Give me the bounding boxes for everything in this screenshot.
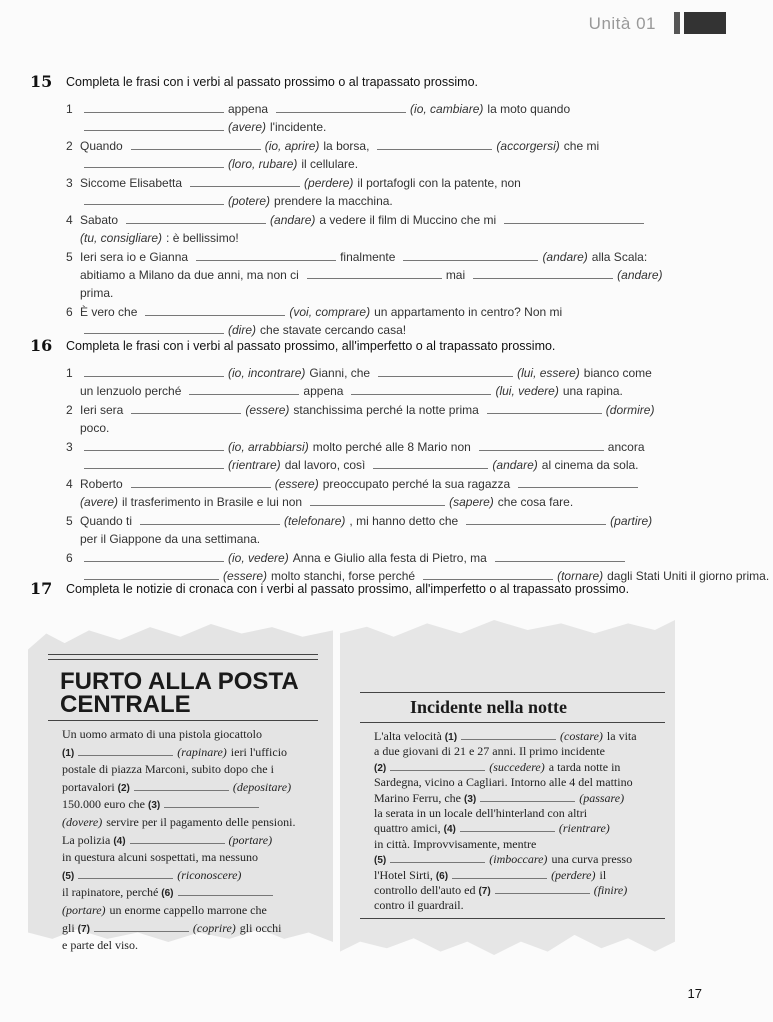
verb-hint: (lui, essere) [517,366,580,380]
answer-blank[interactable] [134,780,229,791]
line-text: finalmente [340,250,396,264]
verb-hint: (lui, vedere) [495,384,559,398]
exercise-line [80,176,525,190]
line-text: la borsa, [323,139,370,153]
answer-blank[interactable] [473,268,613,279]
verb-hint: (andare) [542,250,588,264]
line-text: al cinema da sola. [541,458,639,472]
line-text: un appartamento in centro? Non mi [374,305,563,319]
article-text: Un uomo armato di una pistola giocattolo [62,727,262,741]
blank-number: (6) [161,888,174,900]
item-number: 2 [66,403,73,417]
article-line [62,938,142,953]
exercise-line [80,551,629,565]
verb-hint: (io, incontrare) [228,366,306,380]
item-number: 2 [66,139,73,153]
exercise-line [80,139,603,153]
article-text: (succedere) [489,759,545,774]
answer-blank[interactable] [378,366,513,377]
answer-blank[interactable] [84,458,224,469]
answer-blank[interactable] [518,477,638,488]
verb-hint: (perdere) [304,176,354,190]
exercise-line [80,569,773,583]
exercise-line [80,268,667,282]
article-text: (imboccare) [489,852,548,867]
article-line [62,868,245,884]
verb-hint: (andare) [492,458,538,472]
line-text: Gianni, che [309,366,371,380]
answer-blank[interactable] [495,551,625,562]
answer-blank[interactable] [84,102,224,113]
exercise-number: 17 [30,579,53,598]
exercise-line [80,458,643,472]
answer-blank[interactable] [461,729,556,740]
exercise-line [80,532,264,546]
verb-hint: (essere) [245,403,290,417]
line-text: prendere la macchina. [274,194,393,208]
line-text: un lenzuolo perché [80,384,182,398]
exercise-line [80,194,397,208]
article-text: (riconoscere) [177,867,242,882]
answer-blank[interactable] [377,139,492,150]
exercise-line [80,440,649,454]
article-text: in città. Improvvisamente, mentre [374,836,537,851]
article-line [374,898,468,913]
verb-hint: (voi, comprare) [289,305,371,319]
article-text: (passare) [579,790,625,805]
article-text: Sardegna, vicino a Cagliari. Intorno alle 4 del mattino [374,775,633,790]
exercise-line [80,477,642,491]
verb-hint: (telefonare) [284,514,346,528]
line-text: una rapina. [562,384,623,398]
article-line [62,833,276,849]
verb-hint: (partire) [610,514,653,528]
article-text: (costare) [560,729,603,743]
answer-blank[interactable] [84,157,224,168]
answer-blank[interactable] [131,403,241,414]
answer-blank[interactable] [189,384,299,395]
article-line [374,775,637,790]
verb-hint: (io, arrabbiarsi) [228,440,309,454]
article-text: (finire) [593,883,628,897]
line-text: appena [228,102,269,116]
verb-hint: (tornare) [557,569,604,583]
line-text: mai [445,268,466,282]
blank-number: (2) [117,782,130,794]
line-text: molto stanchi, forse perché [271,569,416,583]
exercise-number: 15 [30,72,53,91]
line-text: Roberto [80,477,123,491]
line-text: l'incidente. [270,120,327,134]
answer-blank[interactable] [423,569,553,580]
exercise-line [80,305,566,319]
article-text: in questura alcuni sospettati, ma nessuno [62,850,258,865]
unit-label: Unità 01 [588,14,656,33]
exercise-title: Completa le frasi con i verbi al passato prossimo, all'imperfetto o al trapassato prossimo. [66,339,556,353]
answer-blank[interactable] [84,194,224,205]
article-text: (perdere) [551,867,596,882]
article-line [374,760,624,776]
verb-hint: (essere) [274,477,319,491]
exercise-number: 16 [30,336,53,355]
exercise-line [80,286,117,300]
article-line [62,727,266,742]
article-text: gli occhi [239,920,282,935]
article-line [62,745,291,761]
article-line [374,729,641,745]
verb-hint: (essere) [223,569,268,583]
answer-blank[interactable] [460,821,555,832]
article-line [62,921,285,937]
line-text: stanchissima perché la notte prima [293,403,479,417]
article-right-rule [360,722,665,723]
header-bar-accent [674,12,680,34]
verb-hint: (io, aprire) [264,139,320,153]
article-text: a due giovani di 21 e 27 anni. Il primo incidente [374,744,605,759]
blank-number: (7) [478,886,491,897]
article-line [62,780,295,796]
blank-number: (6) [435,870,449,882]
line-text: il trasferimento in Brasile e lui non [122,495,303,509]
answer-blank[interactable] [351,384,491,395]
exercise-line [80,213,648,227]
line-text: dagli Stati Uniti il giorno prima. [607,569,770,583]
article-text: (rientrare) [558,821,610,836]
line-text: che cosa fare. [497,495,574,509]
article-line [62,885,277,901]
verb-hint: (andare) [270,213,316,227]
article-line [374,821,614,837]
exercise-line [80,250,651,264]
answer-blank[interactable] [84,120,224,131]
line-text: poco. [80,421,110,435]
exercise-line [80,231,243,245]
article-left-top-rule [48,654,318,655]
exercise-line [80,421,113,435]
line-text: , mi hanno detto che [349,514,459,528]
line-text: Sabato [80,213,119,227]
verb-hint: (avere) [80,495,119,509]
answer-blank[interactable] [130,833,225,844]
line-text: prima. [80,286,114,300]
answer-blank[interactable] [164,797,259,808]
answer-blank[interactable] [307,268,442,279]
article-text: (coprire) [192,920,236,935]
line-text: per il Giappone da una settimana. [80,532,261,546]
article-text: (depositare) [232,779,292,794]
blank-number: (7) [77,923,90,935]
item-number: 4 [66,213,73,227]
answer-blank[interactable] [403,250,538,261]
answer-blank[interactable] [145,305,285,316]
answer-blank[interactable] [466,514,606,525]
line-text: la moto quando [487,102,571,116]
verb-hint: (rientrare) [228,458,281,472]
answer-blank[interactable] [84,551,224,562]
exercise-line [80,366,656,380]
article-line [62,762,278,777]
article-text: e parte del viso. [62,938,138,953]
article-line [374,806,591,821]
article-text: la vita [606,729,637,743]
article-text: (rapinare) [177,744,227,759]
line-text: È vero che [80,305,138,319]
blank-number: (5) [374,855,387,867]
article-text: 150.000 euro che [62,797,148,812]
article-line [374,883,631,899]
article-left-top-rule-2 [48,659,318,660]
line-text: : è bellissimo! [166,231,239,245]
answer-blank[interactable] [84,366,224,377]
exercise-line [80,495,577,509]
answer-blank[interactable] [140,514,280,525]
article-right-bottom-rule [360,918,665,919]
blank-number: (3) [147,800,161,812]
article-right-top-rule [360,692,665,693]
exercise-title: Completa le frasi con i verbi al passato prossimo o al trapassato prossimo. [66,75,478,89]
answer-blank[interactable] [310,495,445,506]
exercise-line [80,403,658,417]
header-bar [684,12,726,34]
line-text: Siccome Elisabetta [80,176,183,190]
article-text: quattro amici, [374,821,444,836]
article-text: portavalori [62,779,118,794]
article-line [374,791,628,807]
line-text: appena [303,384,344,398]
line-text: a vedere il film di Muccino che mi [319,213,497,227]
line-text: abitiamo a Milano da due anni, ma non ci [80,268,299,282]
answer-blank[interactable] [94,921,189,932]
blank-number: (3) [463,793,477,805]
verb-hint: (accorgersi) [496,139,560,153]
answer-blank[interactable] [196,250,336,261]
answer-blank[interactable] [479,440,604,451]
verb-hint: (loro, rubare) [228,157,298,171]
article-text: servire per il pagamento delle pensioni. [106,815,296,829]
article-text: L'alta velocità [374,729,445,743]
verb-hint: (io, cambiare) [410,102,484,116]
exercise-title: Completa le notizie di cronaca con i verbi al passato prossimo, all'imperfetto o al trapassato prossimo. [66,582,630,596]
article-line [62,903,271,918]
article-text: contro il guardrail. [374,898,464,913]
answer-blank[interactable] [487,403,602,414]
blank-number: (1) [62,747,75,759]
exercise-line [80,514,656,528]
item-number: 1 [66,102,73,116]
article-text: una curva presso [551,852,633,867]
line-text: Anna e Giulio alla festa di Pietro, ma [292,551,487,565]
answer-blank[interactable] [452,868,547,879]
blank-number: (4) [113,835,126,847]
line-text: che stavate cercando casa! [260,323,407,337]
blank-number: (1) [444,732,458,743]
article-text: postale di piazza Marconi, subito dopo che i [62,762,274,777]
page-number: 17 [687,986,702,1001]
verb-hint: (potere) [228,194,271,208]
article-text: Marino Ferru, che [374,790,464,805]
article-text: gli [62,920,78,935]
answer-blank[interactable] [78,868,173,879]
line-text: Ieri sera [80,403,124,417]
article-line [374,837,540,852]
item-number: 5 [66,250,73,264]
verb-hint: (dire) [228,323,257,337]
answer-blank[interactable] [390,852,485,863]
line-text: Quando [80,139,123,153]
answer-blank[interactable] [84,569,219,580]
exercise-line [80,323,410,337]
answer-blank[interactable] [178,885,273,896]
line-text: il portafogli con la patente, non [357,176,521,190]
answer-blank[interactable] [276,102,406,113]
article-line [62,850,262,865]
article-text: l'Hotel Sirti, [374,867,436,882]
verb-hint: (andare) [617,268,663,282]
item-number: 3 [66,176,73,190]
answer-blank[interactable] [84,323,224,334]
item-number: 1 [66,366,73,380]
line-text: preoccupato perché la sua ragazza [322,477,511,491]
article-text: ieri l'ufficio [230,744,288,759]
line-text: dal lavoro, così [284,458,366,472]
verb-hint: (avere) [228,120,267,134]
line-text: alla Scala: [591,250,648,264]
article-text: controllo dell'auto ed [374,883,479,897]
blank-number: (5) [62,870,75,882]
answer-blank[interactable] [131,139,261,150]
article-text: il rapinatore, perché [62,885,162,900]
blank-number: (2) [374,762,387,774]
verb-hint: (sapere) [449,495,494,509]
answer-blank[interactable] [504,213,644,224]
answer-blank[interactable] [190,176,300,187]
article-text: il [599,867,607,882]
article-line [374,852,636,868]
item-number: 4 [66,477,73,491]
article-line [374,744,609,759]
answer-blank[interactable] [495,883,590,894]
verb-hint: (tu, consigliare) [80,231,163,245]
article-left-rule [48,720,318,721]
article-text: a tarda notte in [548,759,621,774]
exercise-line [80,157,362,171]
article-line [62,815,299,830]
verb-hint: (io, vedere) [228,551,289,565]
answer-blank[interactable] [131,477,271,488]
line-text: il cellulare. [301,157,359,171]
answer-blank[interactable] [373,458,488,469]
verb-hint: (dormire) [605,403,655,417]
article-text: (dovere) [62,815,103,829]
answer-blank[interactable] [84,440,224,451]
article-line [62,797,263,813]
article-text: un enorme cappello marrone che [109,903,267,917]
exercise-line [80,102,574,116]
exercise-line [80,384,627,398]
article-text: la serata in un locale dell'hinterland con altri [374,806,588,820]
line-text: Ieri sera io e Gianna [80,250,189,264]
answer-blank[interactable] [78,745,173,756]
answer-blank[interactable] [126,213,266,224]
line-text: ancora [607,440,645,454]
exercise-line [80,120,330,134]
item-number: 6 [66,551,73,565]
line-text: molto perché alle 8 Mario non [312,440,471,454]
article-text: (portare) [62,903,106,917]
line-text: bianco come [583,366,652,380]
article-text: La polizia [62,832,114,847]
blank-number: (4) [443,824,456,836]
article-right-headline: Incidente nella notte [410,697,567,717]
line-text: che mi [563,139,600,153]
article-line [374,868,610,884]
article-text: (portare) [228,832,273,847]
item-number: 6 [66,305,73,319]
article-left-headline: FURTO ALLA POSTA CENTRALE [60,668,299,718]
item-number: 5 [66,514,73,528]
line-text: Quando ti [80,514,133,528]
answer-blank[interactable] [390,760,485,771]
item-number: 3 [66,440,73,454]
answer-blank[interactable] [480,791,575,802]
